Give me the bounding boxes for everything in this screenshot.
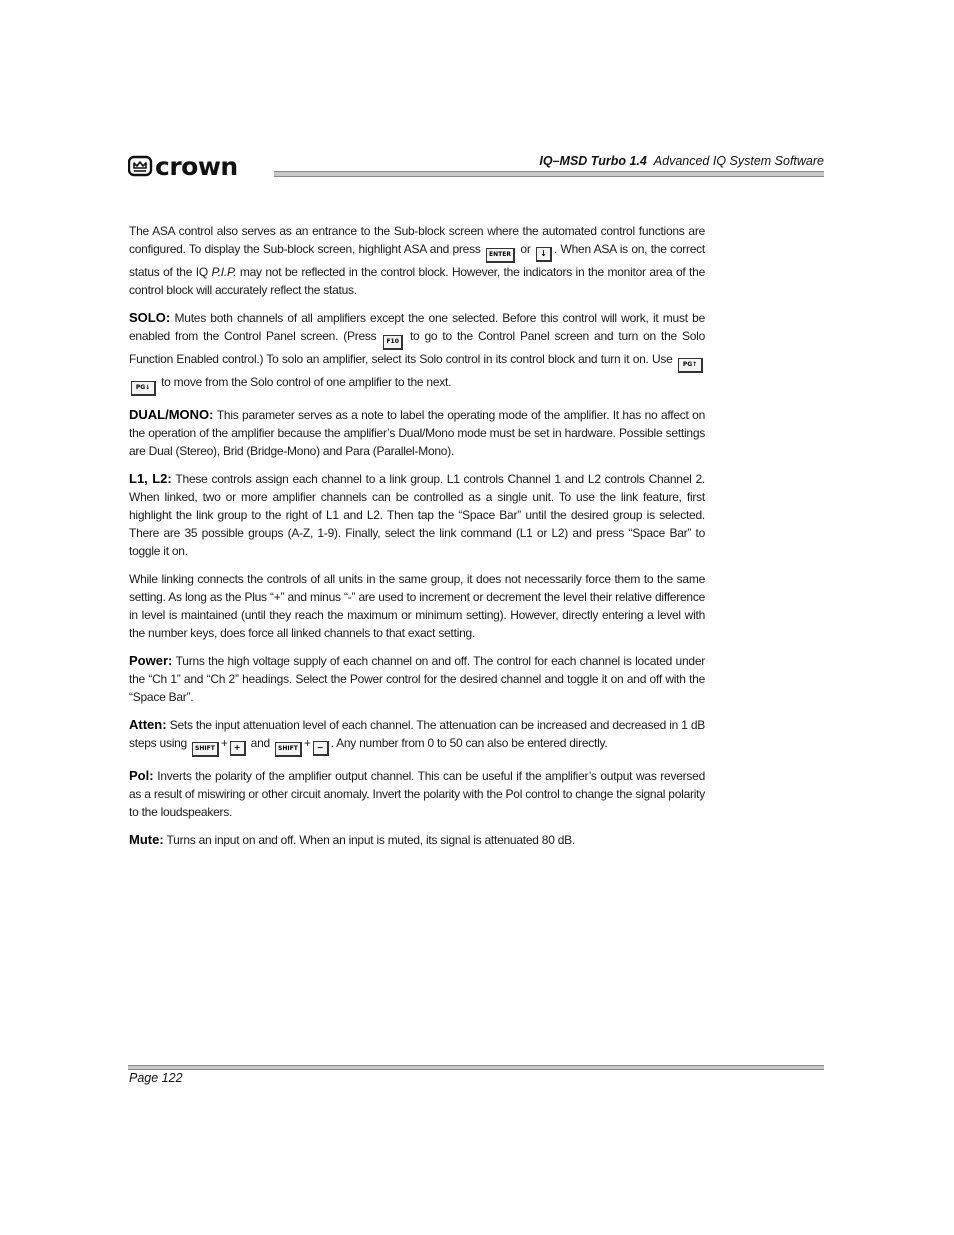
shift-key-icon: SHIFT [275, 742, 302, 757]
down-arrow-key-icon: ↓ [536, 247, 552, 262]
product-subtitle: Advanced IQ System Software [653, 154, 824, 168]
page-number: Page 122 [129, 1071, 183, 1085]
solo-term: SOLO: [129, 310, 171, 325]
dual-mono-paragraph: DUAL/MONO: This parameter serves as a note to label the operating mode of the amplifier. It has no affect on the operation of the amplifier because the amplifier’s Dual/Mono mode must be set in hardware. Possible settings are Dual (Stereo), Brid (Bridge-Mono) and Para (Parallel-Mono). [129, 407, 705, 458]
power-paragraph: Power: Turns the high voltage supply of each channel on and off. The control for each channel is located under the “Ch 1” and “Ch 2” headings. Select the Power control for the desired channel and toggle it on and off with the “Space Bar”. [129, 653, 705, 704]
enter-key-icon: ENTER [486, 248, 515, 263]
product-name: IQ–MSD Turbo 1.4 [539, 154, 647, 168]
l1-l2-paragraph: L1, L2: These controls assign each channel to a link group. L1 controls Channel 1 and L2 controls Channel 2. When linked, two or more amplifier channels can be controlled as a single unit. To use the link feature, first highlight the link group to the right of L1 and L2. Then tap the “Space Bar” until the desired group is selected. There are 35 possible groups (A-Z, 1-9). Finally, select the link command (L1 or L2) and press “Space Bar” to toggle it on. [129, 471, 705, 558]
page-up-key-icon: PG↑ [678, 358, 703, 373]
shift-key-icon: SHIFT [192, 742, 219, 757]
minus-key-icon: − [313, 741, 329, 756]
asa-paragraph: The ASA control also serves as an entrance to the Sub-block screen where the automated control functions are configured. To display the Sub-block screen, highlight ASA and press ENTER or ↓ . When ASA is on, the correct status of the IQ P.I.P. may not be reflected in the control block. However, the indicators in the monitor area of the control block will accurately reflect the status. [129, 224, 705, 297]
solo-paragraph: SOLO: Mutes both channels of all amplifiers except the one selected. Before this control will work, it must be enabled from the Control Panel screen. (Press F10 to go to the Control Panel screen and turn on the Solo Function Enabled control.) To solo an amplifier, select its Solo control in its control block and turn it on. Use PG↑ PG↓ to move from the Solo control of one amplifier to the next. [129, 309, 705, 396]
brand-wordmark: crown [155, 154, 238, 178]
document-title [539, 154, 824, 168]
pol-term: Pol: [129, 768, 154, 783]
dual-mono-term: DUAL/MONO: [129, 407, 214, 422]
pol-paragraph: Pol: Inverts the polarity of the amplifier output channel. This can be useful if the amplifier’s output was reversed as a result of miswiring or other circuit anomaly. Invert the polarity with the Pol control to change the signal polarity to the loudspeakers. [129, 768, 705, 819]
l1-l2-term: L1, L2: [129, 471, 172, 486]
page-down-key-icon: PG↓ [131, 381, 156, 396]
mute-paragraph: Mute: Turns an input on and off. When an input is muted, its signal is attenuated 80 dB. [129, 832, 575, 847]
plus-key-icon: + [230, 741, 246, 756]
atten-paragraph: Atten: Sets the input attenuation level of each channel. The attenuation can be increased and decreased in 1 dB steps using SHIFT + + and SHIFT + − . Any number from 0 to 50 can also be entered directly. [129, 716, 705, 757]
pip-term: P.I.P. [211, 265, 237, 279]
header-rule [274, 171, 824, 177]
power-term: Power: [129, 653, 173, 668]
linking-paragraph: While linking connects the controls of all units in the same group, it does not necessarily force them to the same setting. As long as the Plus “+” and minus “-” are used to increment or decrement the level their relative difference in level is maintained (until they reach the maximum or minimum setting). However, directly entering a level with the number keys, does force all linked channels to that exact setting. [129, 572, 705, 640]
page-header [128, 150, 824, 180]
f10-key-icon: F10 [383, 335, 402, 350]
mute-term: Mute: [129, 832, 164, 847]
atten-term: Atten: [129, 717, 167, 732]
page-content [129, 222, 705, 859]
footer-rule [128, 1065, 824, 1070]
crown-logo [128, 154, 274, 178]
